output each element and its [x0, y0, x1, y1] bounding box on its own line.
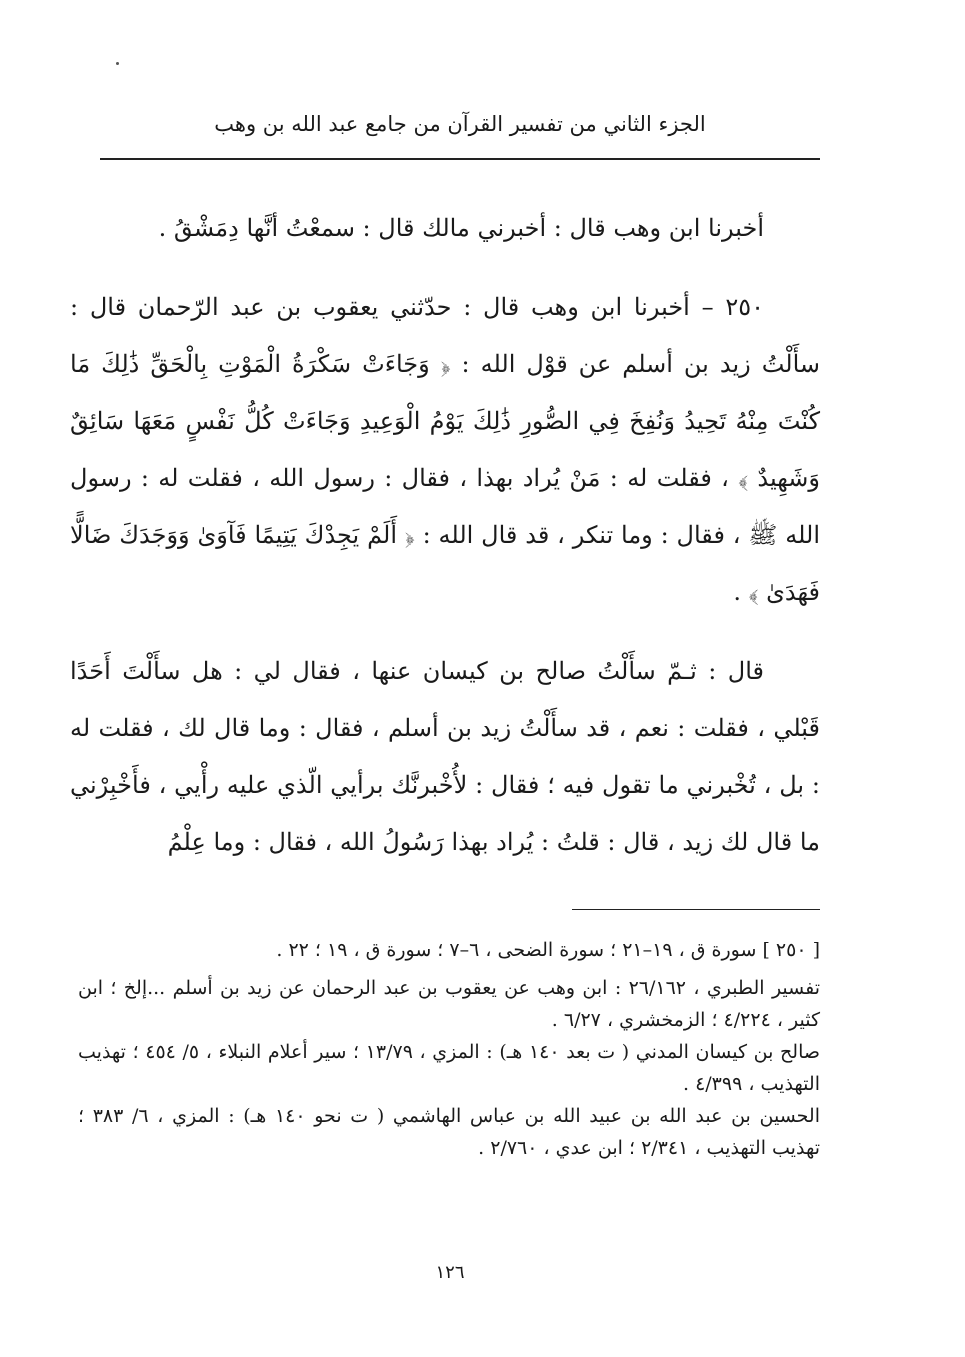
footnote-ref-250: [ ٢٥٠ ] سورة ق ، ١٩–٢١ ؛ سورة الضحى ، ٦–٧ ؛ سورة ق ، ١٩ ؛ ٢٢ .	[276, 939, 820, 961]
footnote-tabari: تفسير الطبري ، ٢٦/١٦٢ : ابن وهب عن يعقوب بن عبد الرحمان عن زيد بن أسلم ...إلخ ؛ ابن كثير ، ٤/٢٢٤ ؛ الزمخشري ، ٦/٢٧ .	[78, 977, 821, 1031]
paragraph-salih: قال : ثـمّ سأَلْتُ صالح بن كيسان عنها ، فقال لي : هل سأَلْتَ أَحَدًا قَبْلي ، فقلت : نعم ، قد سأَلْتُ زيد بن أسلم ، فقال : وما قال لك ، فقلت له : بل ، تُخْبرني ما تقول فيه ؛ فقال : لأُخْبرنَّك برأيي الّذي عليه رأْيي ، فأَخْبِرْني ما قال لك زيد ، قال : قلتُ : يُراد بهذا رَسُولُ الله ، فقال : وما عِلْمُ	[70, 657, 820, 856]
scan-speck	[116, 62, 119, 65]
footnote-rule	[572, 909, 820, 910]
footnotes	[78, 934, 820, 1164]
opening-line: أخبرنا ابن وهب قال : أخبرني مالك قال : سمعْتُ أنَّها دِمَشْقُ .	[158, 214, 764, 242]
footnote-husayn: الحسين بن عبد الله بن عبيد الله بن عباس الهاشمي ( ت نحو ١٤٠ هـ) : المزي ، ٦/ ٣٨٣ ؛ تهذيب التهذيب ، ٢/٣٤١ ؛ ابن عدي ، ٢/٧٦٠ .	[78, 1105, 820, 1159]
main-text	[70, 200, 820, 871]
running-header: الجزء الثاني من تفسير القرآن من جامع عبد الله بن وهب	[214, 112, 706, 136]
hadith-250: ٢٥٠ – أخبرنا ابن وهب قال : حدّثني يعقوب بن عبد الرّحمان قال : سأَلْتُ زيد بن أسلم عن قوْل الله : ﴿ وَجَاءَتْ سَكْرَةُ الْمَوْتِ بِالْحَقِّ ذَٰلِكَ مَا كُنْتَ مِنْهُ تَحِيدُ وَنُفِخَ فِي الصُّورِ ذَٰلِكَ يَوْمُ الْوَعِيدِ وَجَاءَتْ كُلُّ نَفْسٍ مَعَهَا سَائِقٌ وَشَهِيدٌ ﴾ ، فقلت له : مَنْ يُراد بهذا ، فقال : رسول الله ، فقلت له : رسول الله ﷺ ، فقال : وما تنكر ، قد قال الله : ﴿ أَلَمْ يَجِدْكَ يَتِيمًا فَآوَىٰ وَوَجَدَكَ ضَالًّا فَهَدَىٰ ﴾ .	[70, 293, 821, 606]
page-number: ١٢٦	[435, 1262, 465, 1283]
header-rule	[100, 158, 820, 160]
footnote-salih: صالح بن كيسان المدني ( ت بعد ١٤٠ هـ) : المزي ، ١٣/٧٩ ؛ سير أعلام النبلاء ، ٥/ ٤٥٤ ؛ تهذيب التهذيب ، ٤/٣٩٩ .	[78, 1041, 820, 1095]
